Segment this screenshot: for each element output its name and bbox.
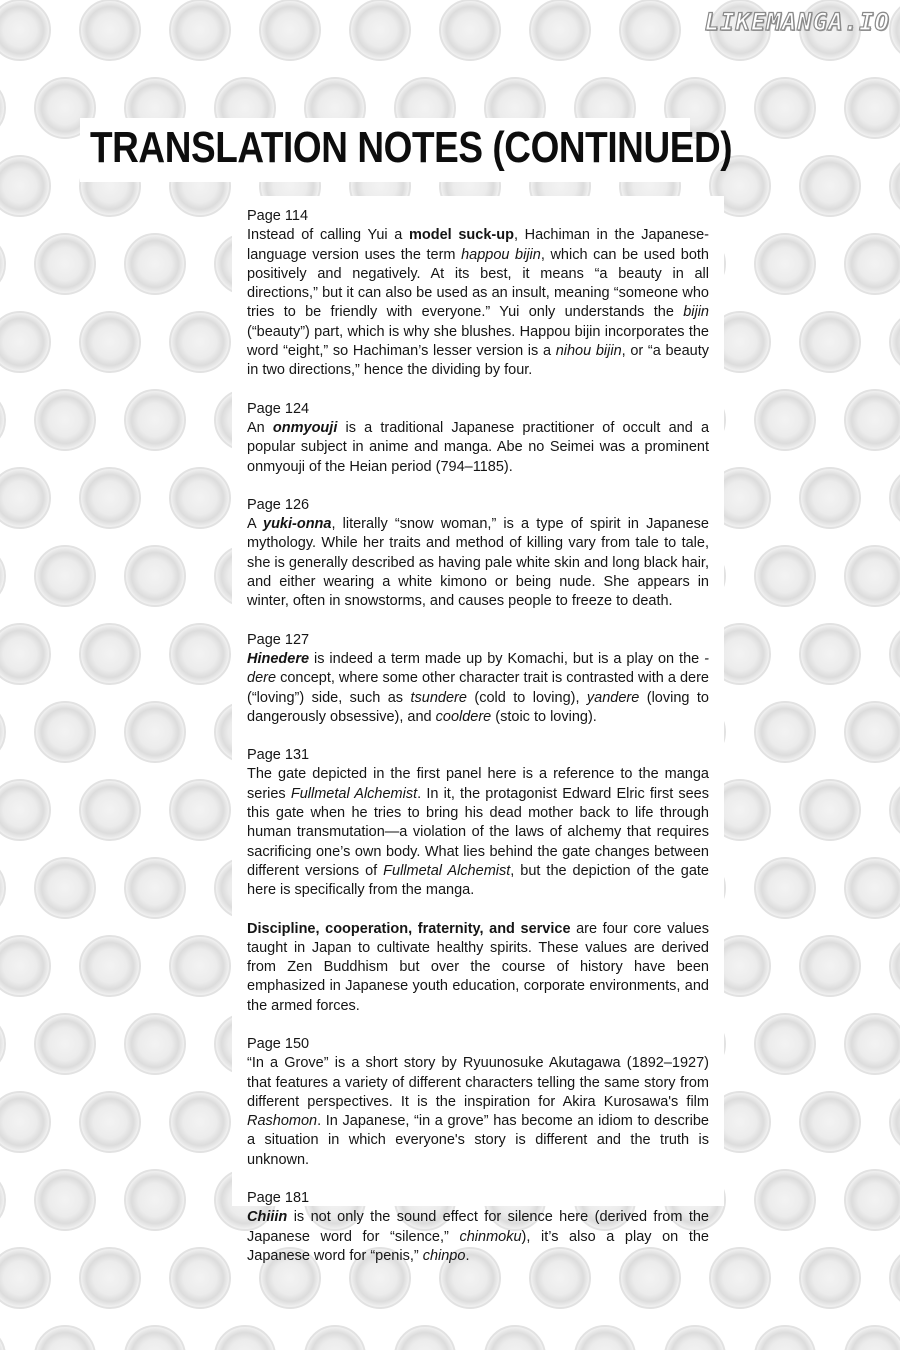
background-dot [845, 78, 900, 138]
background-dot [845, 1326, 900, 1350]
note-body [247, 515, 709, 611]
background-dot [755, 234, 815, 294]
translation-notes-list [247, 207, 709, 1285]
background-dot [80, 936, 140, 996]
background-dot [845, 1014, 900, 1074]
background-dot [575, 1326, 635, 1350]
background-dot [800, 156, 860, 216]
translation-note [247, 496, 709, 612]
note-italic-text: Rashomon [247, 1113, 318, 1130]
background-dot [710, 1248, 770, 1308]
background-dot [755, 702, 815, 762]
background-dot [890, 468, 900, 528]
background-dot [125, 702, 185, 762]
background-dot [755, 390, 815, 450]
background-dot [800, 624, 860, 684]
background-dot [890, 780, 900, 840]
note-italic-text: yandere [586, 689, 640, 706]
note-text: are four core values taught in Japan to cultivate healthy spirits. These values are derived from Zen Buddhism but over the course of history have been emphasized in Japanese youth education, corporate environments, and the armed forces. [247, 920, 709, 1014]
background-dot [125, 1014, 185, 1074]
background-dot [800, 468, 860, 528]
background-dot [890, 1092, 900, 1152]
background-dot [845, 702, 900, 762]
note-page-number: Page 131 [247, 747, 310, 764]
background-dot [170, 0, 230, 60]
note-term-wrap [247, 1209, 287, 1225]
note-text: , which can be used both positively and negatively. At its best, it means “a beauty in all directions,” but it can also be used as an insult, meaning “someone who tries to be friendly with everyone.” Yui only understands the [247, 246, 709, 321]
background-dot [0, 702, 5, 762]
background-dot [125, 1326, 185, 1350]
background-dot [35, 546, 95, 606]
note-text: (stoic to loving). [491, 708, 597, 725]
note-body [247, 920, 709, 1016]
background-dot [35, 1170, 95, 1230]
note-body [247, 1208, 709, 1266]
note-text: A [247, 516, 263, 533]
background-dot [0, 1170, 5, 1230]
note-text: is a traditional Japanese practitioner of occult and a popular subject in anime and manga. Abe no Seimei was a prominent onmyouji of the Heian period (794–1185). [247, 419, 710, 475]
note-text: “In a Grove” is a short story by Ryuunosuke Akutagawa (1892–1927) that features a variety of different characters telling the same story from different perspectives. It is the inspiration for Akira Kurosawa's film [247, 1055, 709, 1110]
background-dot [845, 858, 900, 918]
background-dot [35, 858, 95, 918]
background-dot [35, 390, 95, 450]
background-dot [0, 0, 50, 60]
background-dot [530, 0, 590, 60]
background-dot [35, 702, 95, 762]
note-body [247, 419, 709, 477]
note-text: The gate depicted in the first panel here is a reference to the manga series [247, 766, 709, 802]
background-dot [0, 1248, 50, 1308]
translation-note [247, 920, 709, 1016]
note-page-number: Page 181 [247, 1190, 310, 1207]
background-dot [0, 546, 5, 606]
translation-note [247, 746, 709, 900]
note-italic-text: happou bijin [461, 246, 541, 263]
background-dot [890, 156, 900, 216]
note-text: . [465, 1247, 470, 1264]
note-text: , Hachiman in the Japanese-language version uses the term [247, 227, 710, 263]
background-dot [80, 0, 140, 60]
note-body [247, 765, 709, 900]
translation-note [247, 1189, 709, 1266]
note-text: , but the depiction of the gate here is specifically from the manga. [247, 862, 709, 899]
background-dot [170, 624, 230, 684]
note-page-number: Page 126 [247, 496, 310, 513]
note-page-number: Page 150 [247, 1035, 310, 1052]
translation-note [247, 400, 709, 477]
background-dot [0, 780, 50, 840]
background-dot [890, 0, 900, 60]
background-dot [80, 780, 140, 840]
background-dot [260, 0, 320, 60]
background-dot [800, 312, 860, 372]
background-dot [170, 1248, 230, 1308]
background-dot [170, 780, 230, 840]
note-term-wrap [263, 516, 331, 532]
note-italic-text: nihou bijin [555, 343, 622, 360]
background-dot [440, 0, 500, 60]
note-term-wrap [273, 420, 337, 436]
background-dot [845, 390, 900, 450]
background-dot [620, 0, 680, 60]
background-dot [890, 936, 900, 996]
background-dot [800, 780, 860, 840]
note-body [247, 1054, 709, 1170]
note-term-wrap [247, 651, 309, 667]
background-dot [755, 1170, 815, 1230]
background-dot [890, 1248, 900, 1308]
translation-note [247, 631, 709, 727]
note-text: is not only the sound effect for silence here (derived from the Japanese word for “silence,” [247, 1209, 709, 1245]
note-text: . In it, the protagonist Edward Elric first sees this gate when he tries to bring his dead mother back to life through human transmutation—a violation of the laws of alchemy that requires sacrificing one’s own body. What lies behind the gate changes between different versions of [247, 785, 709, 879]
background-dot [80, 1092, 140, 1152]
note-text: is indeed a term made up by Komachi, but is a play on the [309, 650, 705, 667]
page-title: TRANSLATION NOTES (CONTINUED) [90, 123, 733, 172]
background-dot [0, 234, 5, 294]
note-text: , or “a beauty in two directions,” hence the dividing by four. [247, 343, 710, 379]
note-term: Hinedere [247, 650, 310, 667]
background-dot [755, 858, 815, 918]
note-text: concept, where some other character trait is contrasted with a dere (“loving”) side, such as [247, 670, 709, 706]
translation-note [247, 1035, 709, 1170]
background-dot [755, 546, 815, 606]
note-page-number: Page 124 [247, 400, 310, 417]
background-dot [170, 936, 230, 996]
background-dot [890, 624, 900, 684]
note-italic-text: bijin [683, 304, 709, 321]
note-italic-text: -dere [247, 650, 709, 687]
background-dot [845, 546, 900, 606]
background-dot [0, 936, 50, 996]
background-dot [755, 1326, 815, 1350]
note-term: onmyouji [272, 419, 338, 436]
note-text: An [247, 419, 273, 436]
background-dot [305, 1326, 365, 1350]
background-dot [35, 1014, 95, 1074]
translation-note [247, 207, 709, 381]
background-dot [125, 546, 185, 606]
background-dot [890, 312, 900, 372]
background-dot [0, 468, 50, 528]
background-dot [125, 858, 185, 918]
background-dot [755, 78, 815, 138]
note-italic-text: tsundere [410, 689, 467, 706]
background-dot [755, 1014, 815, 1074]
note-italic-text: cooldere [435, 708, 492, 725]
background-dot [80, 468, 140, 528]
note-page-number: Page 114 [247, 208, 309, 224]
background-dot [215, 1326, 275, 1350]
note-page-number: Page 127 [247, 631, 310, 648]
background-dot [800, 1092, 860, 1152]
background-dot [485, 1326, 545, 1350]
background-dot [0, 312, 50, 372]
note-body [247, 650, 709, 727]
background-dot [800, 936, 860, 996]
background-dot [80, 1248, 140, 1308]
note-text: ), it’s also a play on the Japanese word for “penis,” [247, 1228, 709, 1264]
background-dot [0, 1014, 5, 1074]
site-watermark: LIKEMANGA.IO [704, 8, 890, 36]
background-dot [35, 1326, 95, 1350]
background-dot [845, 1170, 900, 1230]
note-text: (loving to dangerously obsessive), and [247, 689, 709, 725]
background-dot [125, 234, 185, 294]
note-italic-text: Fullmetal Alchemist [383, 862, 511, 879]
background-dot [35, 234, 95, 294]
note-term: Discipline, cooperation, fraternity, and service [247, 920, 571, 937]
note-text: Instead of calling Yui a [247, 227, 409, 244]
note-text: (“beauty”) part, which is why she blushes. Happou bijin incorporates the word “eight,” so Hachiman’s lesser version is a [247, 323, 709, 360]
background-dot [0, 1092, 50, 1152]
background-dot [80, 624, 140, 684]
note-text: , literally “snow woman,” is a type of spirit in Japanese mythology. While her traits and method of killing vary from tale to tale, she is generally described as having pale white skin and long black hair, and either wearing a white kimono or being nude. She appears in winter, often in snowstorms, and causes people to freeze to death. [247, 516, 709, 610]
background-dot [395, 1326, 455, 1350]
background-dot [0, 78, 5, 138]
background-dot [0, 156, 50, 216]
background-dot [0, 858, 5, 918]
background-dot [80, 312, 140, 372]
note-term: yuki-onna [263, 516, 332, 533]
note-italic-text: Fullmetal Alchemist [290, 785, 418, 802]
note-italic-text: chinmoku [459, 1228, 522, 1245]
note-body [247, 226, 709, 380]
background-dot [0, 1326, 5, 1350]
background-dot [125, 390, 185, 450]
note-italic-text: chinpo [422, 1247, 466, 1264]
background-dot [845, 234, 900, 294]
background-dot [125, 1170, 185, 1230]
background-dot [0, 624, 50, 684]
background-dot [350, 0, 410, 60]
background-dot [170, 1092, 230, 1152]
note-text: . In Japanese, “in a grove” has become an idiom to describe a situation in which everyone's story is different and the truth is unknown. [247, 1113, 709, 1168]
background-dot [800, 1248, 860, 1308]
background-dot [0, 390, 5, 450]
note-term: Chiiin [247, 1209, 288, 1226]
note-text: (cold to loving), [466, 689, 587, 706]
background-dot [170, 468, 230, 528]
background-dot [170, 312, 230, 372]
note-term: model suck-up [408, 227, 514, 244]
background-dot [665, 1326, 725, 1350]
